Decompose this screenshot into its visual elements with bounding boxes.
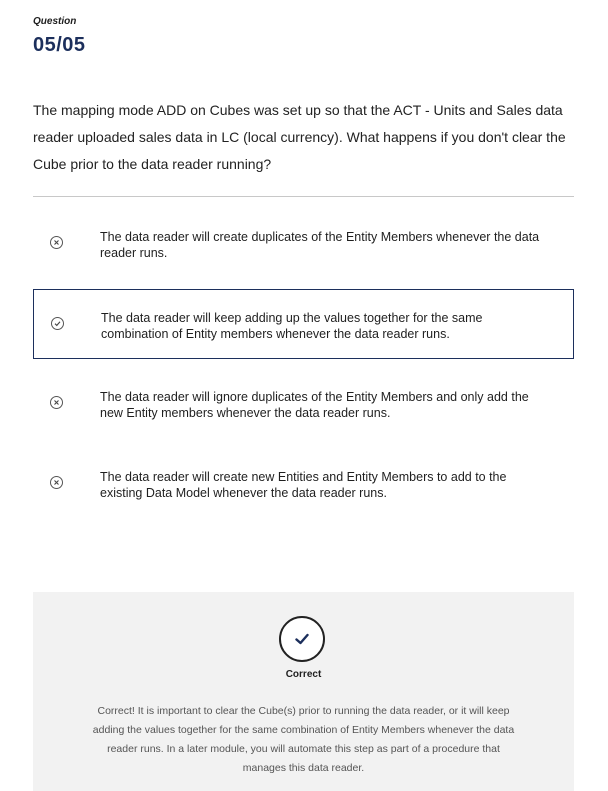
check-icon: [279, 616, 325, 662]
feedback-title: Correct: [285, 669, 322, 680]
check-circle-icon: [51, 317, 64, 330]
answer-option-2[interactable]: [33, 289, 574, 359]
answer-option-text: The data reader will create new Entities and Entity Members to add to the existing Data Model whenever the data reader runs.: [100, 470, 507, 500]
answer-option-text: The data reader will create duplicates of the Entity Members whenever the data reader runs.: [100, 230, 540, 260]
x-circle-icon: [50, 476, 63, 489]
answer-option-text: The data reader will keep adding up the values together for the same combination of Entity members whenever the data reader runs.: [101, 311, 483, 341]
question-label: Question: [33, 16, 77, 27]
answer-option-3[interactable]: [33, 369, 574, 439]
feedback-text: Correct! It is important to clear the Cube(s) prior to running the data reader, or it will keep adding the values together for the same combination of Entity Members whenever the data reader runs. In a later module, you will automate this step as part of a procedure that manages this data reader.: [92, 705, 515, 774]
answer-option-1[interactable]: [33, 209, 574, 279]
question-number: 05/05: [33, 34, 86, 56]
divider: [33, 196, 574, 197]
question-text: The mapping mode ADD on Cubes was set up so that the ACT - Units and Sales data reader uploaded sales data in LC (local currency). What happens if you don't clear the Cube prior to the data reader running?: [33, 102, 566, 172]
x-circle-icon: [50, 396, 63, 409]
x-circle-icon: [50, 236, 63, 249]
answer-option-text: The data reader will ignore duplicates of the Entity Members and only add the new Entity members whenever the data reader runs.: [100, 390, 529, 420]
feedback-panel: [33, 592, 574, 791]
answer-option-4[interactable]: [33, 449, 574, 519]
